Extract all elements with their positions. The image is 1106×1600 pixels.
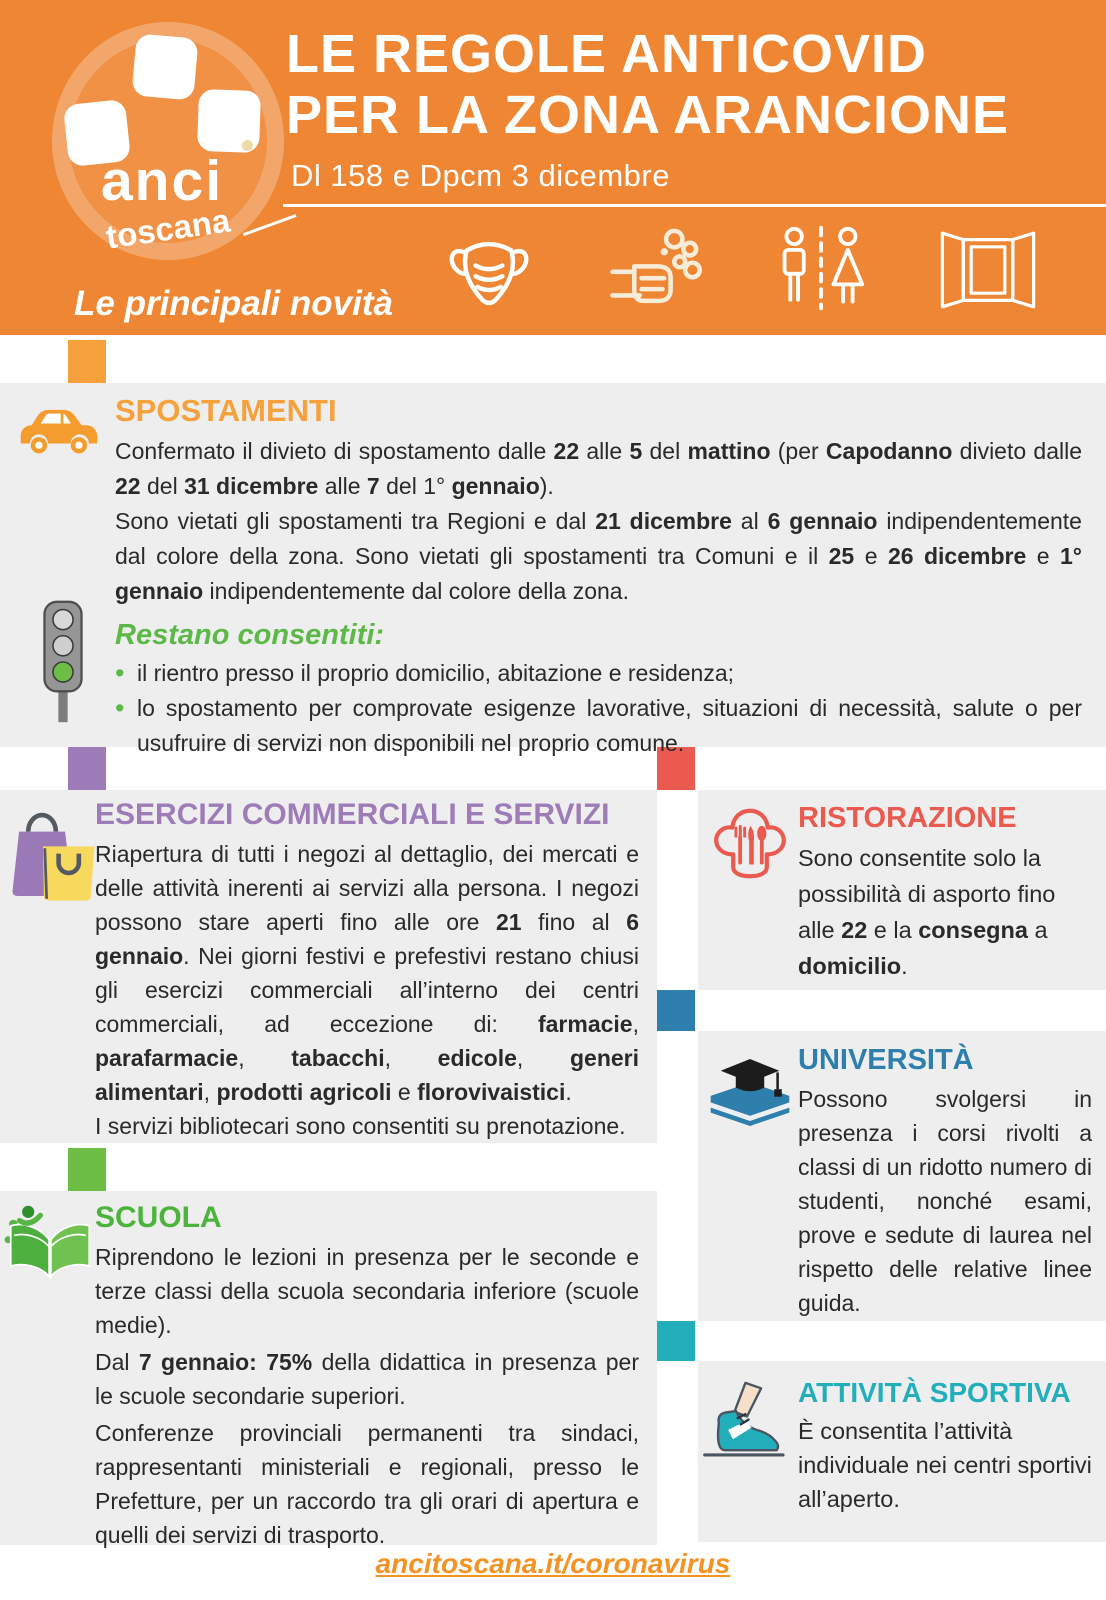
graduation-cap-book-icon	[704, 1051, 796, 1129]
section-title-scuola: SCUOLA	[95, 1201, 222, 1234]
section-title-spostamenti: SPOSTAMENTI	[115, 393, 337, 428]
subtitle-rule	[283, 204, 1106, 207]
section-paragraph: Riprendono le lezioni in presenza per le seconde e terze classi della scuola secondaria inferiore (scuole medie).	[95, 1244, 639, 1338]
prevention-icons-row	[440, 218, 1040, 322]
section-paragraph: Sono consentite solo la possibilità di asporto fino alle 22 e la consegna a domicilio.	[798, 845, 1056, 979]
allowed-subtitle: Restano consentiti:	[115, 619, 385, 651]
section-paragraph: È consentita l’attività individuale nei centri sportivi all’aperto.	[798, 1418, 1092, 1512]
open-window-icon	[936, 222, 1040, 318]
section-paragraph: Dal 7 gennaio: 75% della didattica in presenza per le scuole secondarie superiori.	[95, 1349, 640, 1409]
section-tab-universita	[657, 990, 695, 1031]
section-tab-esercizi	[68, 747, 106, 790]
open-book-school-icon	[2, 1199, 98, 1291]
tagline: Le principali novità	[74, 284, 393, 323]
section-tab-spostamenti	[68, 340, 106, 383]
running-shoe-icon	[700, 1371, 794, 1473]
section-title-esercizi: ESERCIZI COMMERCIALI E SERVIZI	[95, 798, 610, 831]
section-paragraph: I servizi bibliotecari sono consentiti su prenotazione.	[95, 1113, 626, 1139]
anci-toscana-logo	[52, 22, 284, 260]
section-ristorazione	[698, 790, 1106, 990]
social-distancing-icon	[775, 222, 867, 318]
section-paragraph: Possono svolgersi in presenza i corsi rivolti a classi di un ridotto numero di studenti, nonché esami, prove e sedute di laurea nel rispetto delle relative linee guida.	[798, 1086, 1092, 1316]
decree-subtitle: Dl 158 e Dpcm 3 dicembre	[291, 158, 670, 193]
section-title-ristorazione: RISTORAZIONE	[798, 802, 1017, 834]
section-attivita-sportiva	[698, 1361, 1106, 1542]
section-title-sportiva: ATTIVITÀ SPORTIVA	[798, 1377, 1071, 1408]
allowed-block	[115, 619, 1082, 761]
section-paragraph: Sono vietati gli spostamenti tra Regioni e dal 21 dicembre al 6 gennaio indipendentemente dal colore della zona. Sono vietati gli spostamenti tra Comuni e il 25 e 26 dicembre e 1° gennaio indipendentemente dal colore della zona.	[115, 508, 1082, 604]
mask-icon	[440, 222, 538, 318]
section-esercizi-commerciali	[0, 790, 657, 1143]
hand-washing-icon	[607, 222, 707, 318]
car-icon	[8, 397, 108, 459]
section-tab-sportiva	[657, 1321, 695, 1361]
section-universita	[698, 1031, 1106, 1321]
footer	[0, 1548, 1106, 1580]
allowed-item: • lo spostamento per comprovate esigenze lavorative, situazioni di necessità, salute o per usufruire di servizi non disponibili nel proprio comune.	[115, 691, 1082, 761]
chef-hat-icon	[708, 804, 792, 888]
page-title-line2: PER LA ZONA ARANCIONE	[286, 85, 1009, 145]
header-banner	[0, 0, 1106, 335]
shopping-bags-icon	[8, 798, 100, 902]
section-tab-scuola	[68, 1148, 106, 1191]
section-spostamenti	[0, 383, 1106, 756]
section-paragraph: Confermato il divieto di spostamento dalle 22 alle 5 del mattino (per Capodanno divieto dalle 22 del 31 dicembre alle 7 del 1° gennaio).	[115, 438, 1082, 499]
section-paragraph: Conferenze provinciali permanenti tra sindaci, rappresentanti ministeriali e regionali, presso le Prefetture, per un raccordo tra gli orari di apertura e quelli dei servizi di trasporto.	[95, 1420, 639, 1548]
footer-link[interactable]: ancitoscana.it/coronavirus	[375, 1548, 731, 1579]
section-title-universita: UNIVERSITÀ	[798, 1044, 974, 1076]
allowed-list	[115, 656, 1082, 761]
section-scuola	[0, 1191, 657, 1548]
logo-text-toscana: toscana	[103, 201, 233, 256]
traffic-light-icon	[36, 583, 90, 741]
section-paragraph: Riapertura di tutti i negozi al dettaglio, dei mercati e delle attività inerenti ai servizi alla persona. I negozi possono stare aperti fino alle ore 21 fino al 6 gennaio. Nei giorni festivi e prefestivi restano chiusi gli esercizi commerciali all’interno dei centri commerciali, ad eccezione di: farmacie, parafarmacie, tabacchi, edicole, generi alimentari, prodotti agricoli e florovivaistici.	[95, 841, 640, 1105]
page-title-line1: LE REGOLE ANTICOVID	[286, 24, 928, 84]
logo-text-anci: anci	[100, 149, 224, 213]
logo-square	[131, 33, 198, 100]
page-title	[286, 24, 1009, 146]
allowed-item: • il rientro presso il proprio domicilio, abitazione e residenza;	[115, 656, 1082, 691]
